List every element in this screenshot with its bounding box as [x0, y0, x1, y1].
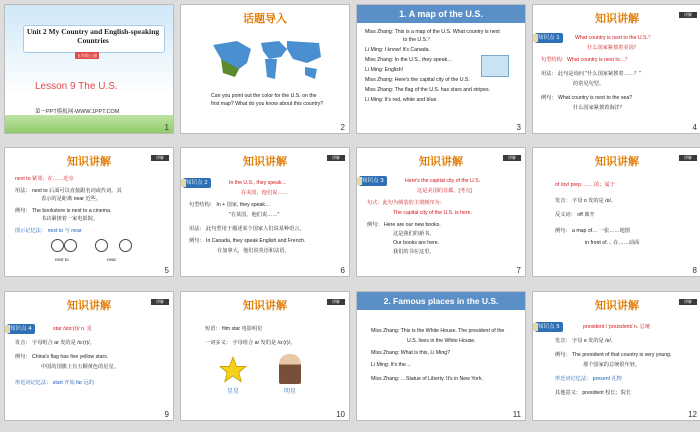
- slide-number: 9: [164, 410, 169, 419]
- slide-number: 2: [340, 123, 345, 132]
- text-line: Our books are here.: [393, 240, 440, 246]
- text-line: 短语： film star 电影明星: [205, 326, 263, 332]
- grade-label: 五年级上册: [77, 53, 97, 58]
- diagram-label: next to: [55, 257, 69, 262]
- section-badge: 讲解: [151, 155, 169, 161]
- text-line: of /ɒv/ prep. ……的；属于: [555, 182, 615, 188]
- text-line: "在某国，他们说……": [229, 212, 280, 218]
- text-line: What country is next to the U.S.？: [575, 35, 654, 41]
- text-line: 图示记忆法： next to 与 near: [15, 228, 82, 234]
- slide-6[interactable]: [180, 147, 350, 277]
- footer-text: 第一PPT模板网-WWW.1PPT.COM: [35, 109, 120, 115]
- text-line: 书店紧挨着一家电影院。: [41, 216, 99, 222]
- text-line: 用法： 此句是询问 "什么国家紧挨着……？": [541, 71, 641, 77]
- question-line-2: first map? What do you know about this country?: [211, 101, 324, 107]
- text-line: 用法： next to 后面可以直接跟名词或代词。其: [15, 188, 122, 194]
- section-badge: 讲解: [151, 299, 169, 305]
- text-line: 例句： What country is next to the sea?: [541, 95, 633, 101]
- map-icon: [209, 35, 324, 83]
- question-line-1: Can you point out the color for the U.S. on the: [211, 93, 317, 99]
- slide-number: 5: [164, 266, 169, 275]
- knowledge-point-tag: 知识点 2: [183, 178, 211, 188]
- knowledge-point-tag: 知识点 1: [535, 33, 563, 43]
- slide-number: 3: [516, 123, 521, 132]
- star-icon: [219, 356, 247, 384]
- lesson-title: Lesson 9 The U.S.: [35, 81, 118, 92]
- slide-7[interactable]: [356, 147, 526, 277]
- text-line: 一词多义： 字母组合 ar 发的是 /ɑː(r)/。: [205, 340, 296, 346]
- slide-1[interactable]: [4, 4, 174, 134]
- dialog-line: Miss Zhang: This is the White House. The president of the: [371, 328, 505, 334]
- text-line: 发音： 字母组合 ar 发的是 /ɑː(r)/。: [15, 340, 95, 346]
- text-line: 句型结构： In + 国家, they speak…: [189, 202, 271, 208]
- section-badge: 讲解: [327, 299, 345, 305]
- text-line: 例句： Here are our new books.: [367, 222, 441, 228]
- circle-shape: [64, 239, 77, 252]
- slide-10[interactable]: [180, 291, 350, 421]
- text-line: 形近词记忆法： present 礼物: [555, 376, 622, 382]
- slide-2[interactable]: [180, 4, 350, 134]
- text-line: 例句： a map of… 一张……地图: [555, 228, 630, 234]
- slide-title: 1. A map of the U.S.: [399, 9, 483, 19]
- text-line: 句型结构：What country is next to…？: [541, 57, 631, 63]
- diagram-label: near: [107, 257, 117, 262]
- dialog-line: U.S. lives in the White House.: [407, 338, 476, 344]
- near-diagram: [95, 239, 135, 253]
- text-line: 什么国家紧挨着海洋？: [573, 105, 625, 111]
- text-line: 在加拿大，他们说英语和法语。: [217, 248, 290, 254]
- circle-shape: [51, 239, 64, 252]
- slide-number: 6: [340, 266, 345, 275]
- dialog-line: Li Ming: English!: [365, 67, 404, 73]
- text-line: 例句： In Canada, they speak English and French.: [189, 238, 306, 244]
- dialog-line: Miss Zhang: This is a map of the U.S. What country is next: [365, 29, 500, 35]
- unit-title: Unit 2 My Country and English-speaking Countries: [26, 27, 160, 45]
- dialog-line: Li Ming: It's red, white and blue.: [365, 97, 438, 103]
- slide-title: 知识讲解: [595, 155, 639, 168]
- text-line: 句式：此句为倒装的主谓倒序为：: [367, 200, 445, 206]
- knowledge-point-tag: 知识点 3: [359, 176, 387, 186]
- dialog-line: Miss Zhang: In the U.S., they speak…: [365, 57, 453, 63]
- text-line: 在美国，他们说……: [241, 190, 288, 196]
- image-caption: 明星: [284, 389, 297, 395]
- slide-title: 知识讲解: [243, 299, 287, 312]
- dialog-line: Miss Zhang: …Statue of Liberty. It's in New York.: [371, 376, 483, 382]
- text-line: 什么国家紧挨着美国？: [587, 45, 639, 51]
- circle-shape: [119, 239, 132, 252]
- slide-5[interactable]: [4, 147, 174, 277]
- text-line: president /ˈprezɪdənt/ n. 总统: [583, 324, 651, 330]
- dialog-line: Miss Zhang: Here's the capital city of the U.S.: [365, 77, 470, 83]
- text-line: star /stɑː(r)/ n. 星: [53, 326, 92, 332]
- slide-12[interactable]: [532, 291, 700, 421]
- dialog-line: Miss Zhang: The flag of the U.S. has stars and stripes.: [365, 87, 491, 93]
- text-line: 例句： China's flag has five yellow stars.: [15, 354, 109, 360]
- slide-3[interactable]: [356, 4, 526, 134]
- text-line: 中国的国旗上有五颗黄色的星星。: [41, 364, 119, 370]
- section-badge: 讲解: [679, 12, 697, 18]
- text-line: 的常见句型。: [573, 81, 605, 87]
- slide-number: 11: [512, 410, 521, 419]
- section-badge: 讲解: [679, 155, 697, 161]
- slide-title: 知识讲解: [243, 155, 287, 168]
- slide-4[interactable]: [532, 4, 700, 134]
- dialog-line: Li Ming: I know! It's Canada.: [365, 47, 431, 53]
- text-line: 这是我们的新书。: [393, 231, 435, 237]
- section-badge: 讲解: [679, 299, 697, 305]
- text-line: 用法： 此句型用于描述某个国家人们说某种语言。: [189, 226, 305, 232]
- text-line: in front of… 在……前面: [585, 240, 640, 246]
- text-line: The capital city of the U.S. is here.: [393, 210, 473, 216]
- slide-number: 8: [692, 266, 697, 275]
- next-to-diagram: [51, 239, 79, 253]
- movie-star-image: [279, 354, 301, 384]
- slide-number: 1: [164, 123, 169, 132]
- text-line: 形近词记忆法： start 开始 far 远的: [15, 380, 94, 386]
- slide-title: 2. Famous places in the U.S.: [383, 296, 499, 306]
- slide-number: 10: [336, 410, 345, 419]
- slide-9[interactable]: [4, 291, 174, 421]
- slide-title: 知识讲解: [595, 299, 639, 312]
- text-line: In the U.S., they speak…: [229, 180, 287, 186]
- image-caption: 星星: [227, 389, 240, 395]
- slide-11[interactable]: [356, 291, 526, 421]
- text-line: 例句： The president of that country is very young.: [555, 352, 672, 358]
- circle-shape: [95, 239, 108, 252]
- slide-title: 知识讲解: [595, 12, 639, 25]
- text-line: Here's the capital city of the U.S.: [405, 178, 481, 184]
- slide-number: 12: [688, 410, 697, 419]
- slide-8[interactable]: [532, 147, 700, 277]
- knowledge-point-tag: 知识点 5: [535, 322, 563, 332]
- dialog-line: Li Ming: It's the…: [371, 362, 411, 368]
- text-line: 其他意义： president 校长；院长: [555, 390, 632, 396]
- text-line: 发音： 字母 o 发的是 /ɒ/。: [555, 198, 617, 204]
- grass: [5, 115, 173, 133]
- slide-title: 知识讲解: [419, 155, 463, 168]
- text-line: 反义词： off 离开: [555, 212, 595, 218]
- slide-number: 4: [692, 123, 697, 132]
- section-badge: 讲解: [503, 155, 521, 161]
- slide-title: 知识讲解: [67, 155, 111, 168]
- text-line: 我们的书在这里。: [393, 249, 435, 255]
- dialog-line: to the U.S.？: [403, 37, 433, 43]
- section-badge: 讲解: [327, 155, 345, 161]
- text-line: 那个国家的总统很年轻。: [583, 362, 641, 368]
- slide-title: 知识讲解: [67, 299, 111, 312]
- text-line: next to 紧邻；在……近旁: [15, 176, 74, 182]
- slide-number: 7: [516, 266, 521, 275]
- text-line: 例句： The bookstore is next to a cinema.: [15, 208, 112, 214]
- dialog-line: Miss Zhang: What is this, Li Ming?: [371, 350, 450, 356]
- knowledge-point-tag: 知识点 4: [7, 324, 35, 334]
- text-line: 发音： 字母 e 发的是 /e/。: [555, 338, 617, 344]
- slide-title: 话题导入: [243, 12, 287, 25]
- textbook-image: [481, 55, 509, 77]
- text-line: 表示的是距离 near 近些。: [41, 196, 101, 202]
- text-line: 这是美国的首都。[考点]: [417, 188, 472, 194]
